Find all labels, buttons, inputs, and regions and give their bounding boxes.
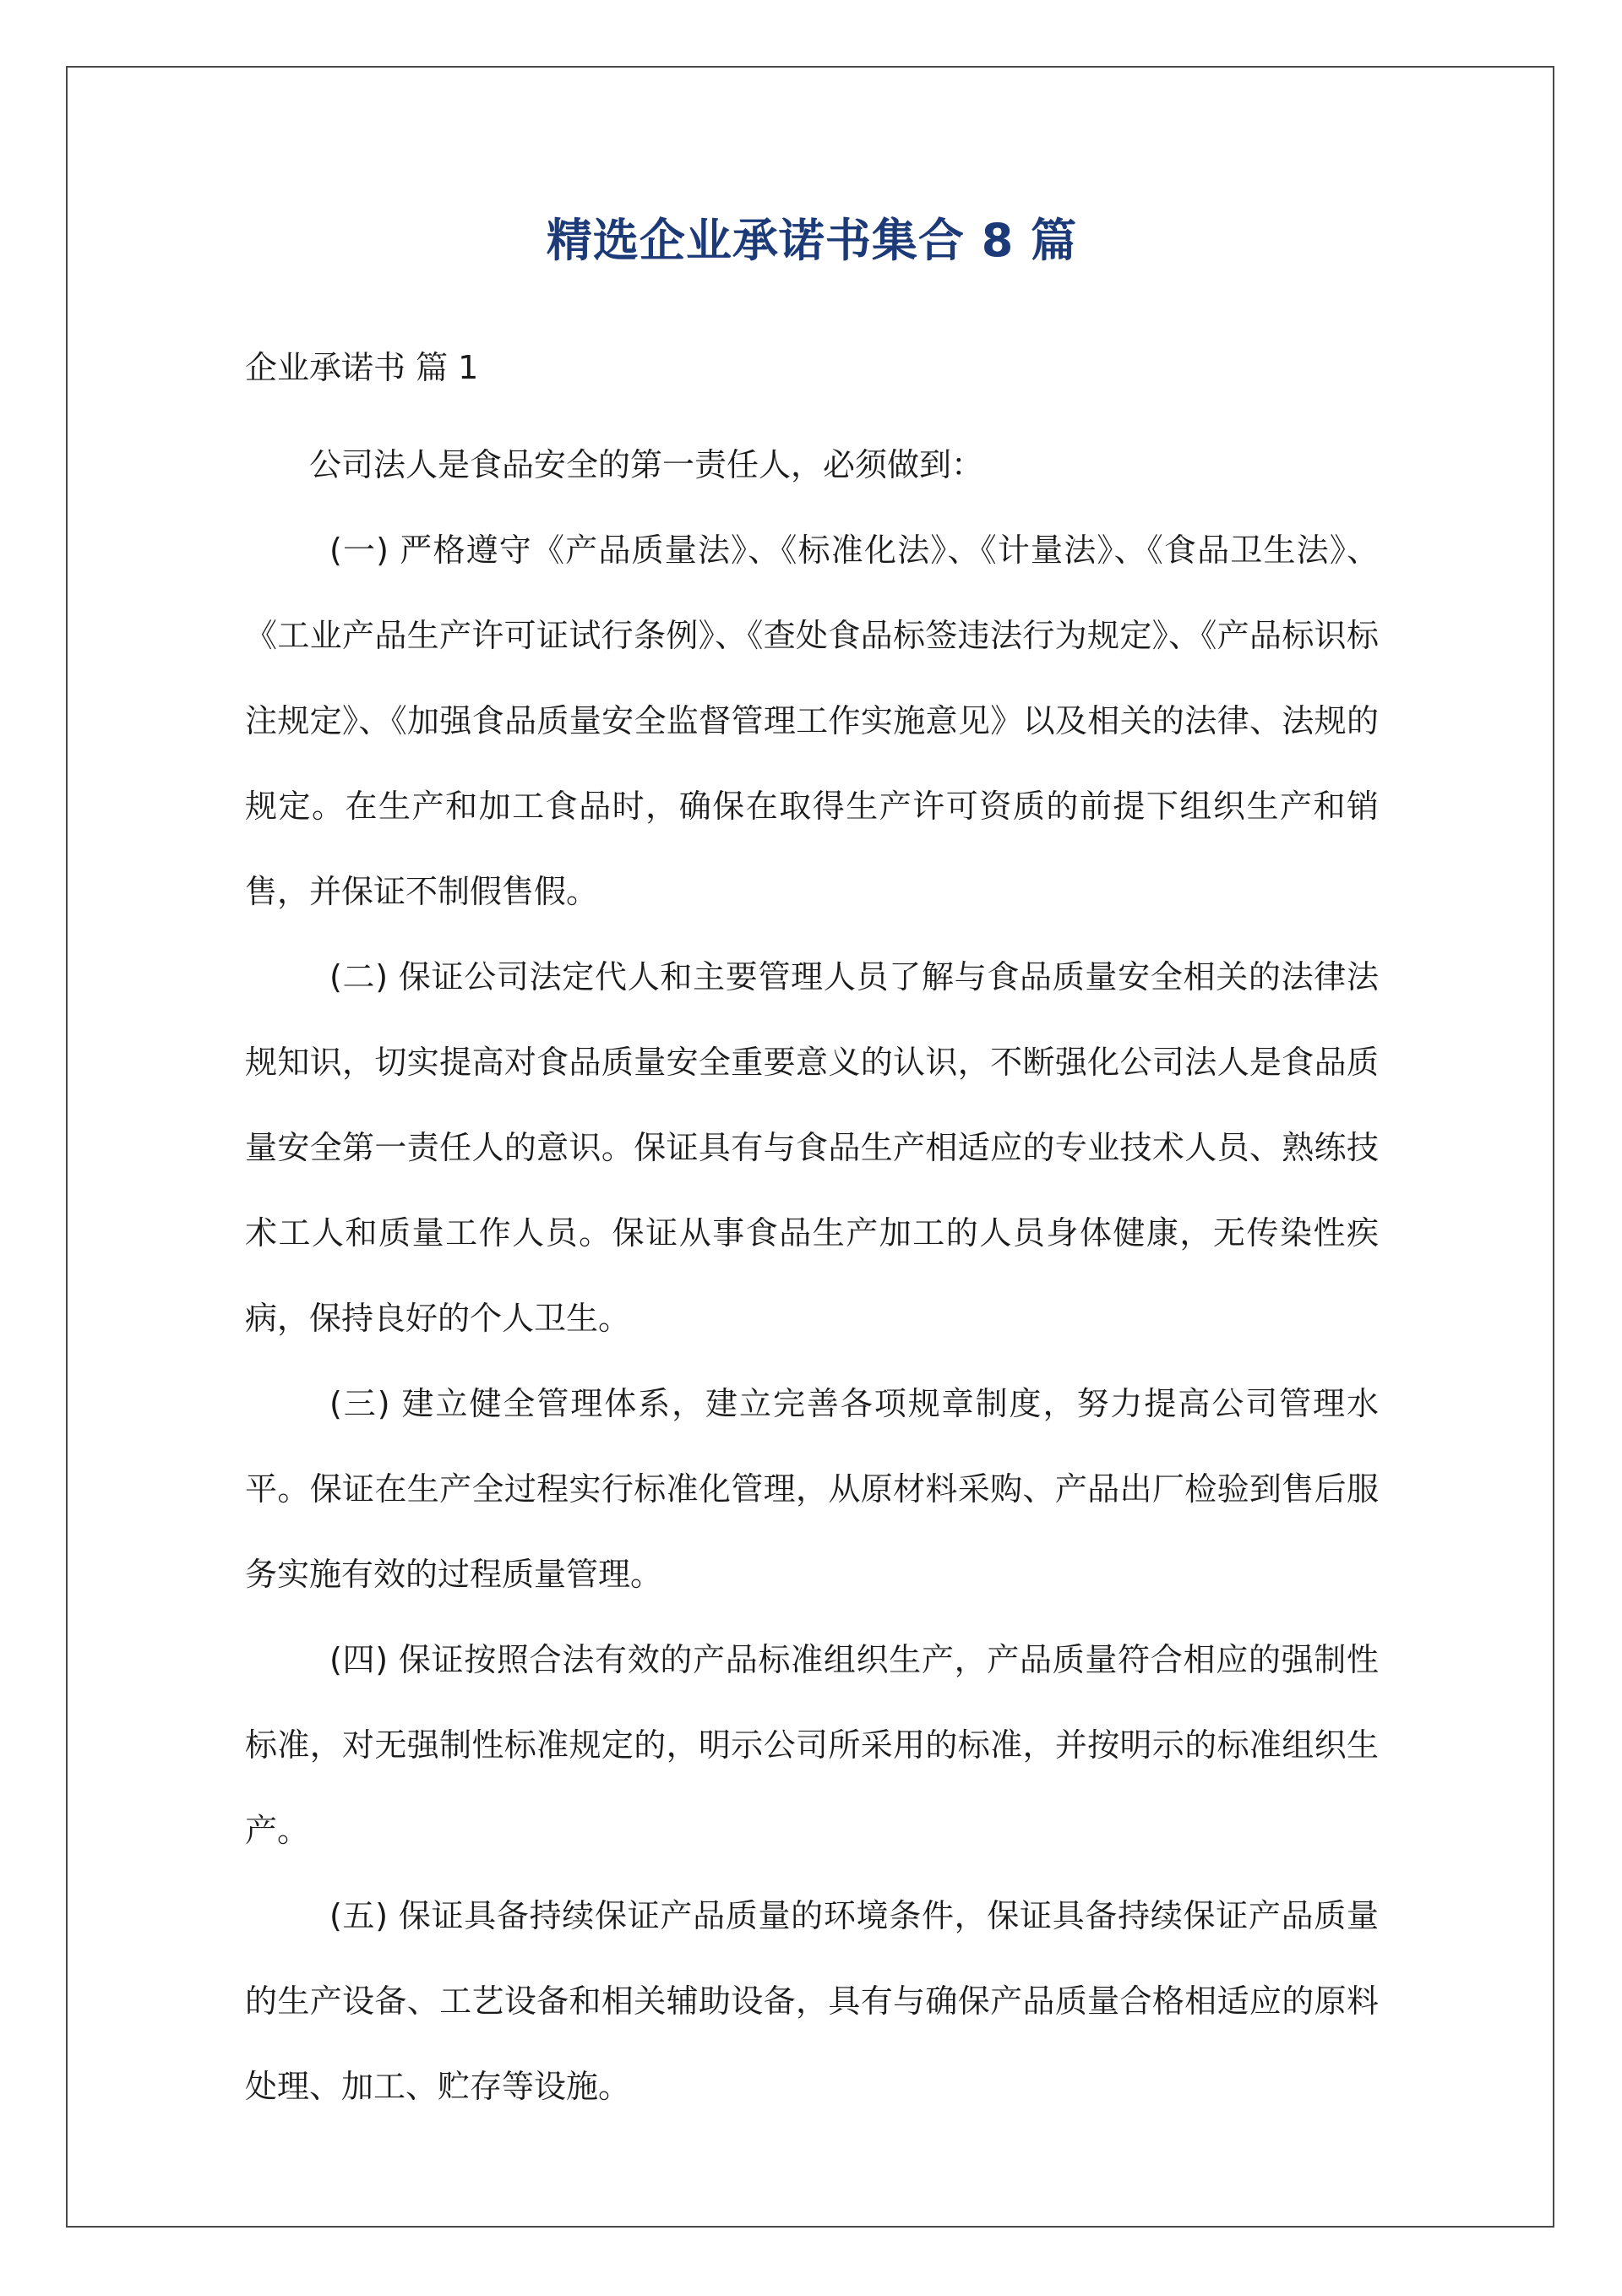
paragraph-item-4: (四) 保证按照合法有效的产品标准组织生产，产品质量符合相应的强制性标准，对无强制性标准规定的，明示公司所采用的标准，并按明示的标准组织生产。 xyxy=(245,1641,1379,1849)
paragraph-item-5: (五) 保证具备持续保证产品质量的环境条件，保证具备持续保证产品质量的生产设备、工艺设备和相关辅助设备，具有与确保产品质量合格相适应的原料处理、加工、贮存等设施。 xyxy=(245,1897,1379,2105)
section-heading: 企业承诺书 篇 1 xyxy=(245,349,479,386)
paragraph-item-1: (一) 严格遵守《产品质量法》、《标准化法》、《计量法》、《食品卫生法》、《工业产品生产许可证试行条例》、《查处食品标签违法行为规定》、《产品标识标注规定》、《加强食品质量安全监督管理工作实施意见》以及相关的法律、法规的规定。在生产和加工食品时，确保在取得生产许可资质的前提下组织生产和销售，并保证不制假售假。 xyxy=(245,532,1379,910)
document-body xyxy=(245,423,1379,2130)
paragraph-item-2: (二) 保证公司法定代人和主要管理人员了解与食品质量安全相关的法律法规知识，切实提高对食品质量安全重要意义的认识，不断强化公司法人是食品质量安全第一责任人的意识。保证具有与食品生产相适应的专业技术人员、熟练技术工人和质量工作人员。保证从事食品生产加工的人员身体健康，无传染性疾病，保持良好的个人卫生。 xyxy=(245,958,1379,1337)
document-title: 精选企业承诺书集合 8 篇 xyxy=(546,214,1078,267)
paragraph-item-3: (三) 建立健全管理体系，建立完善各项规章制度，努力提高公司管理水平。保证在生产全过程实行标准化管理，从原材料采购、产品出厂检验到售后服务实施有效的过程质量管理。 xyxy=(245,1385,1379,1593)
paragraph-intro: 公司法人是食品安全的第一责任人，必须做到： xyxy=(309,446,984,483)
